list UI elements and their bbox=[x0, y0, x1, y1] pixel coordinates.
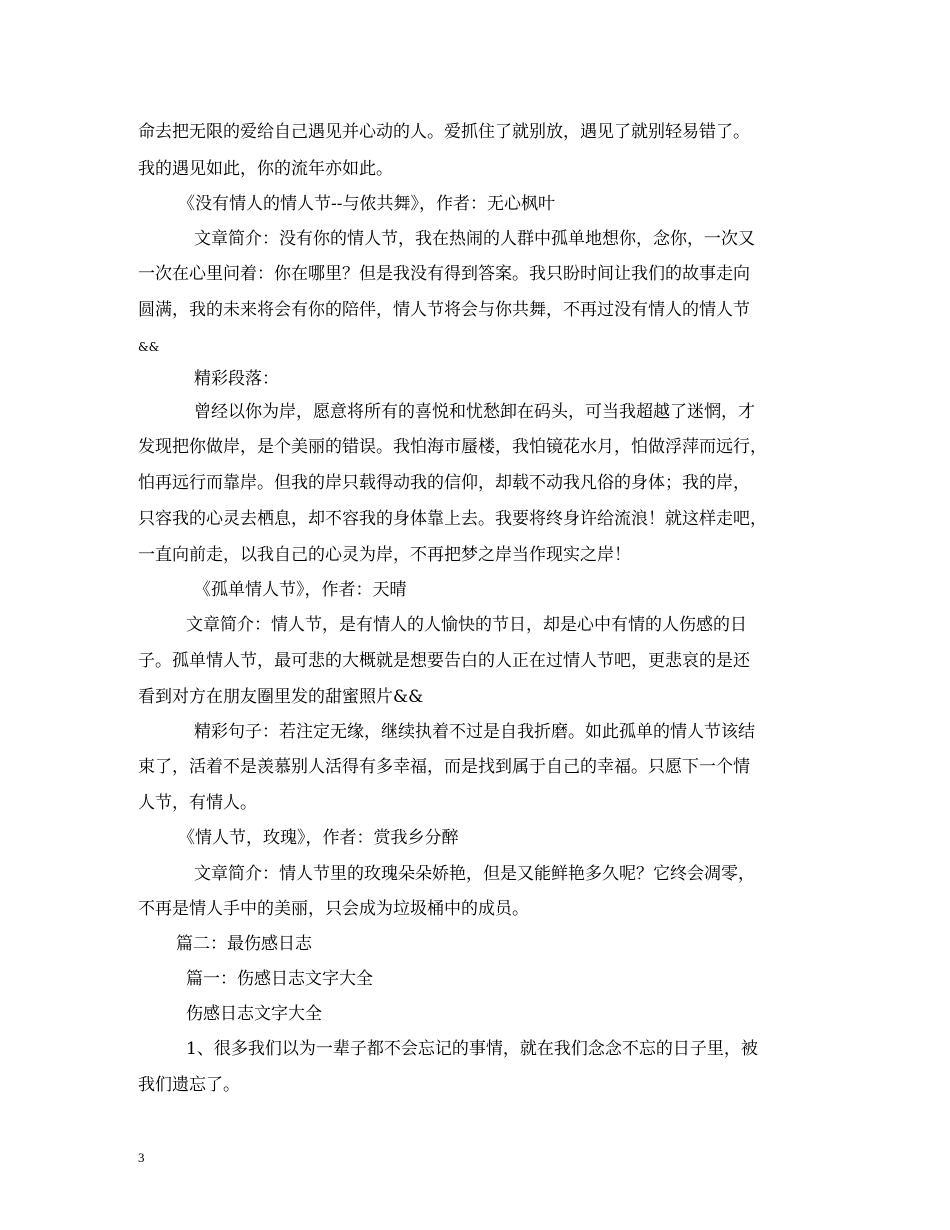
section-heading: 伤感日志文字大全 bbox=[186, 1004, 322, 1024]
text-line: 圆满，我的未来将会有你的陪伴，情人节将会与你共舞，不再过没有情人的情人节 bbox=[138, 300, 750, 320]
section-label: 精彩段落： bbox=[194, 369, 279, 389]
text-line: 发现把你做岸，是个美丽的错误。我怕海市蜃楼，我怕镜花水月，怕做浮萍而远行， bbox=[138, 437, 767, 457]
text-line: 命去把无限的爱给自己遇见并心动的人。爱抓住了就别放，遇见了就别轻易错了。 bbox=[138, 122, 750, 142]
text-line: 看到对方在朋友圈里发的甜蜜照片&& bbox=[138, 687, 424, 707]
text-line: 只容我的心灵去栖息，却不容我的身体靠上去。我要将终身许给流浪！就这样走吧， bbox=[138, 509, 767, 529]
text-line: 文章简介：情人节，是有情人的人愉快的节日，却是心中有情的人伤感的日 bbox=[186, 615, 747, 635]
text-line: 曾经以你为岸，愿意将所有的喜悦和忧愁卸在码头，可当我超越了迷惘，才 bbox=[194, 402, 755, 422]
page-number: 3 bbox=[138, 1150, 145, 1165]
text-line: 不再是情人手中的美丽，只会成为垃圾桶中的成员。 bbox=[138, 899, 529, 919]
article-title: 《孤单情人节》，作者：天晴 bbox=[194, 580, 407, 600]
text-line: 一次在心里问着：你在哪里？但是我没有得到答案。我只盼时间让我们的故事走向 bbox=[138, 264, 750, 284]
text-line: 子。孤单情人节，最可悲的大概就是想要告白的人正在过情人节吧，更悲哀的是还 bbox=[138, 651, 750, 671]
text-line: 1、很多我们以为一辈子都不会忘记的事情，就在我们念念不忘的日子里，被 bbox=[186, 1039, 758, 1059]
text-line: 我们遗忘了。 bbox=[138, 1075, 240, 1095]
text-line: 文章简介：没有你的情人节，我在热闹的人群中孤单地想你，念你，一次又 bbox=[194, 229, 755, 249]
text-line: 一直向前走，以我自己的心灵为岸，不再把梦之岸当作现实之岸！ bbox=[138, 545, 631, 565]
text-line: 精彩句子：若注定无缘，继续执着不过是自我折磨。如此孤单的情人节该结 bbox=[194, 722, 755, 742]
article-title: 《情人节，玫瑰》，作者：赏我乡分醉 bbox=[178, 828, 459, 848]
text-line: 我的遇见如此，你的流年亦如此。 bbox=[138, 159, 393, 179]
article-title: 《没有情人的情人节--与侬共舞》，作者：无心枫叶 bbox=[178, 194, 555, 214]
text-line: 束了，活着不是羡慕别人活得有多幸福，而是找到属于自己的幸福。只愿下一个情 bbox=[138, 757, 750, 777]
text-line: && bbox=[138, 340, 160, 354]
section-heading: 篇二：最伤感日志 bbox=[176, 934, 312, 954]
text-line: 人节，有情人。 bbox=[138, 793, 257, 813]
text-line: 文章简介：情人节里的玫瑰朵朵娇艳，但是又能鲜艳多久呢？它终会凋零， bbox=[194, 864, 755, 884]
text-line: 怕再远行而靠岸。但我的岸只载得动我的信仰，却载不动我凡俗的身体；我的岸， bbox=[138, 473, 750, 493]
section-heading: 篇一：伤感日志文字大全 bbox=[186, 969, 373, 989]
